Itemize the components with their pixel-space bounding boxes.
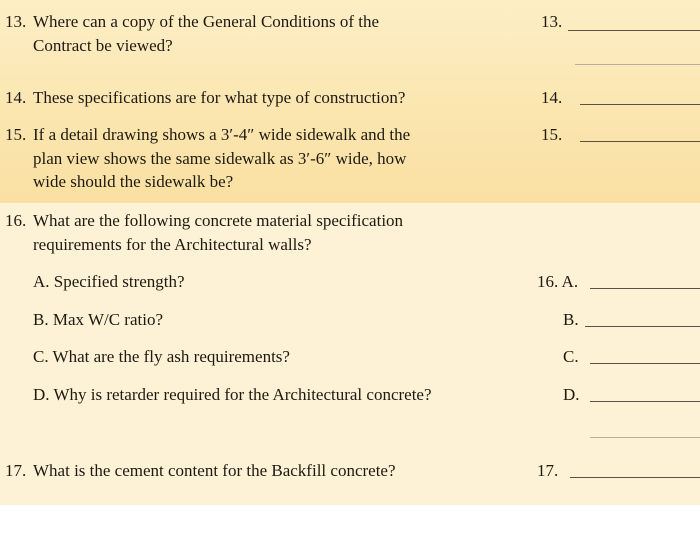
q17-number: 17. — [5, 461, 27, 480]
q16d-text: D. Why is retarder required for the Architectural concrete? — [33, 385, 432, 404]
q15-answer-label: 15. — [541, 125, 563, 144]
q17-answer-blank[interactable] — [570, 477, 700, 478]
q15-text-line3: wide should the sidewalk be? — [33, 172, 234, 191]
q16a-answer-blank[interactable] — [590, 288, 700, 289]
q15-answer-blank[interactable] — [580, 141, 700, 142]
q16c-answer-blank[interactable] — [590, 363, 700, 364]
q16-number: 16. — [5, 211, 27, 230]
q17-answer-label: 17. — [537, 461, 559, 480]
q13-answer-blank[interactable] — [568, 30, 700, 31]
q16-text-line1: What are the following concrete material specification — [33, 211, 404, 230]
q13-answer-label: 13. — [541, 12, 563, 31]
q14-answer-blank[interactable] — [580, 104, 700, 105]
q13-answer-blank-2[interactable] — [575, 64, 700, 65]
q13-text-line2: Contract be viewed? — [33, 36, 173, 55]
q15-number: 15. — [5, 125, 27, 144]
q16c-text: C. What are the fly ash requirements? — [33, 347, 290, 366]
q16d-answer-blank-2[interactable] — [590, 437, 700, 438]
q16a-answer-label: 16. A. — [537, 272, 579, 291]
q16b-answer-label: B. — [563, 310, 579, 329]
q13-number: 13. — [5, 12, 27, 31]
q16d-answer-label: D. — [563, 385, 580, 404]
q15-text-line1: If a detail drawing shows a 3′-4″ wide sidewalk and the — [33, 125, 411, 144]
q14-text: These specifications are for what type of construction? — [33, 88, 406, 107]
q15-text-line2: plan view shows the same sidewalk as 3′-6″ wide, how — [33, 149, 407, 168]
q16-text-line2: requirements for the Architectural walls? — [33, 235, 312, 254]
q14-number: 14. — [5, 88, 27, 107]
q17-text: What is the cement content for the Backfill concrete? — [33, 461, 396, 480]
q13-text-line1: Where can a copy of the General Conditions of the — [33, 12, 380, 31]
q16b-answer-blank[interactable] — [585, 326, 700, 327]
q16c-answer-label: C. — [563, 347, 579, 366]
q16b-text: B. Max W/C ratio? — [33, 310, 163, 329]
q16a-text: A. Specified strength? — [33, 272, 185, 291]
q14-answer-label: 14. — [541, 88, 563, 107]
q16d-answer-blank[interactable] — [590, 401, 700, 402]
